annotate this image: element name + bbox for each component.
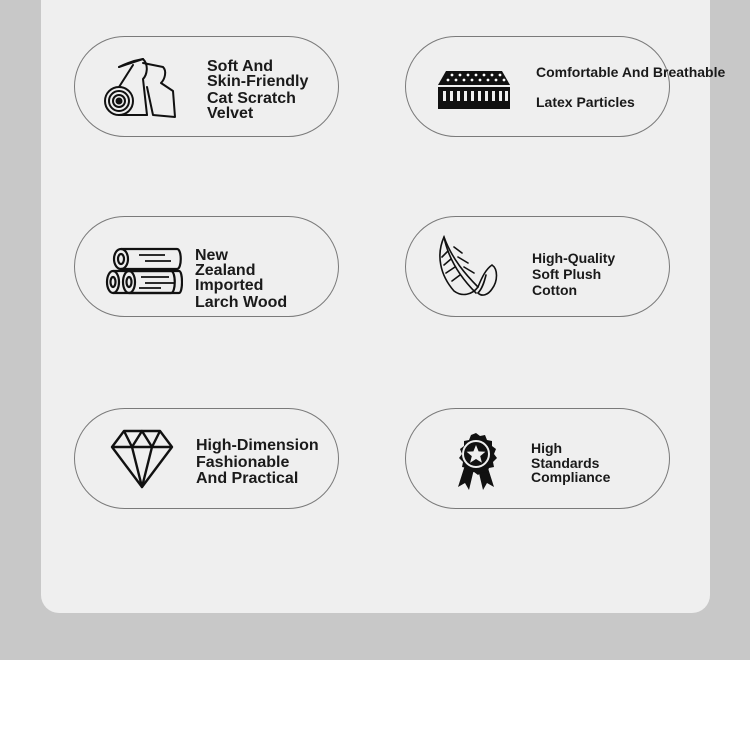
feature-label: New Zealand Imported Larch Wood bbox=[195, 247, 288, 311]
feature-label: High-Quality Soft Plush Cotton bbox=[532, 250, 616, 298]
feather-icon bbox=[432, 235, 502, 299]
award-badge-icon bbox=[452, 431, 500, 491]
feature-label: Comfortable And Breathable Latex Particles bbox=[536, 64, 726, 110]
feature-label: High Standards Compliance bbox=[531, 440, 611, 485]
feature-label: High-Dimension Fashionable And Practical bbox=[196, 437, 319, 487]
latex-mattress-icon bbox=[436, 69, 512, 111]
diamond-icon bbox=[110, 429, 174, 489]
feature-pill-cotton bbox=[405, 216, 670, 317]
fabric-roll-icon bbox=[103, 57, 177, 119]
wood-logs-icon bbox=[105, 247, 183, 297]
feature-pill-design bbox=[74, 408, 339, 509]
feature-pill-latex bbox=[405, 36, 726, 137]
feature-pill-larch-wood bbox=[74, 216, 339, 317]
feature-pill-velvet bbox=[74, 36, 339, 137]
feature-pill-standards bbox=[405, 408, 670, 509]
feature-label: Soft And Skin-Friendly Cat Scratch Velvet bbox=[207, 58, 309, 122]
